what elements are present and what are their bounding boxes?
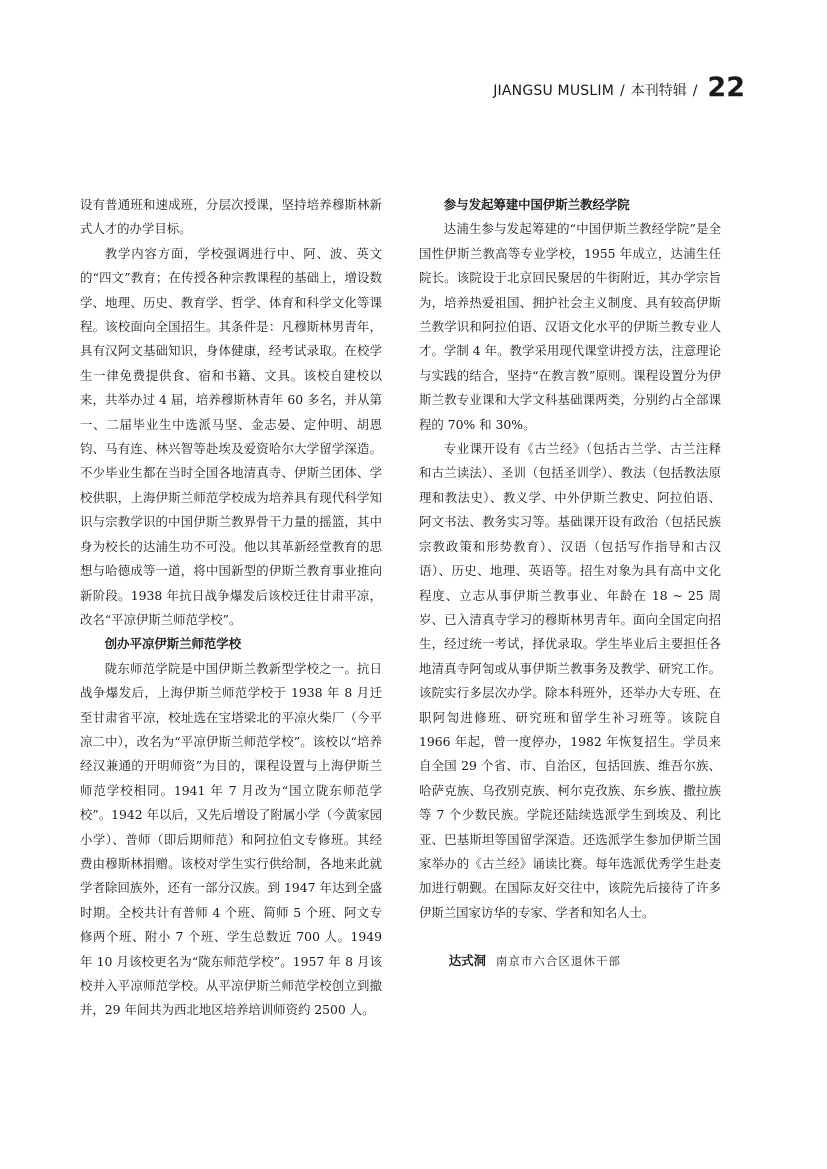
header-separator: / — [619, 83, 625, 99]
section-heading: 参与发起筹建中国伊斯兰教经学院 — [443, 197, 630, 212]
paragraph: 设有普通班和速成班，分层次授课，坚持培养穆斯林新式人才的办学目标。 — [80, 197, 382, 237]
author-name: 达式洞 — [448, 953, 486, 969]
paragraph: 专业课开设有《古兰经》（包括古兰学、古兰注释和古兰读法）、圣训（包括圣训学）、教法（包括教法原理和教法史）、教义学、中外伊斯兰教史、阿拉伯语、阿文书法、教务实习等。基础课开设有政治（包括民族宗教政策和形势教育）、汉语（包括写作指导和古汉语）、历史、地理、英语等。招生对象为具有高中文化程度、立志从事伊斯兰教事业、年龄在 18 ~ 25 周岁、已入清真寺学习的穆斯林男青年。面向全国定向招生，经过统一考试，择优录取。学生毕业后主要担任各地清真寺阿訇或从事伊斯兰教事务及教学、研究工作。该院实行多层次办学。除本科班外，还举办大专班、在职阿訇进修班、研究班和留学生补习班等。该院自 1966 年起，曾一度停办，1982 年恢复招生。学员来自全国 29 个省、市、自治区，包括回族、维吾尔族、哈萨克族、乌孜别克族、柯尔克孜族、东乡族、撒拉族等 7 个少数民族。学院还陆续选派学生到埃及、利比亚、巴基斯坦等国留学深造。还选派学生参加伊斯兰国家举办的《古兰经》诵读比赛。每年选派优秀学生赴麦加进行朝觐。在国际友好交往中，该院先后接待了许多伊斯兰国家访华的专家、学者和知名人士。 — [419, 441, 721, 920]
section-heading: 创办平凉伊斯兰师范学校 — [104, 636, 242, 652]
right-column — [419, 193, 721, 974]
header-separator: / — [692, 83, 698, 99]
paragraph: 陇东师范学院是中国伊斯兰教新型学校之一。抗日战争爆发后，上海伊斯兰师范学校于 1938 年 8 月迁至甘肃省平凉，校址选在宝塔梁北的平凉火柴厂（今平凉二中），改名为“平凉伊斯兰师范学校”。该校以“培养经汉兼通的开明师资”为目的，课程设置与上海伊斯兰师范学校相同。1941 年 7 月改为“国立陇东师范学校”。1942 年以后，又先后增设了附属小学（今黄家园小学）、普师（即后期师范）和阿拉伯文专修班。其经费由穆斯林捐赠。该校对学生实行供给制，各地来此就学者除回族外，还有一部分汉族。到 1947 年达到全盛时期。全校共计有普师 4 个班、简师 5 个班、阿文专修两个班、附小 7 个班、学生总数近 700 人。1949 年 10 月该校更名为“陇东师范学校”。1957 年 8 月该校并入平凉师范学校。从平凉伊斯兰师范学校创立到撤并，29 年间共为西北地区培养培训师资约 2500 人。 — [80, 660, 383, 1018]
page-number: 22 — [707, 72, 745, 103]
paragraph: 达浦生参与发起筹建的“中国伊斯兰教经学院”是全国性伊斯兰教高等专业学校，1955 年成立，达浦生任院长。该院设于北京回民聚居的牛街附近，其办学宗旨为，培养热爱祖国、拥护社会主义制度、具有较高伊斯兰教学识和阿拉伯语、汉语文化水平的伊斯兰教专业人才。学制 4 年。教学采用现代课堂讲授方法，注意理论与实践的结合，坚持“在教言教”原则。课程设置分为伊斯兰教专业课和大学文科基础课两类，分别约占全部课程的 70% 和 30%。 — [419, 221, 721, 432]
magazine-name: JIANGSU MUSLIM — [493, 83, 614, 99]
author-byline — [419, 949, 721, 973]
paragraph: 教学内容方面，学校强调进行中、阿、波、英文的“四文”教育；在传授各种宗教课程的基础上，增设数学、地理、历史、教育学、哲学、体育和科学文化等课程。该校面向全国招生。其条件是：凡穆斯林男青年，具有汉阿文基础知识，身体健康，经考试录取。在校学生一律免费提供食、宿和书籍、文具。该校自建校以来，共举办过 4 届，培养穆斯林青年 60 多名，并从第一、二届毕业生中选派马坚、金志晏、定仲明、胡恩钧、马有连、林兴智等赴埃及爱资哈尔大学留学深造。不少毕业生都在当时全国各地清真寺、伊斯兰团体、学校供职，上海伊斯兰师范学校成为培养具有现代科学知识与宗教学识的中国伊斯兰教界骨干力量的摇篮，其中身为校长的达浦生功不可没。他以其革新经堂教育的思想与哈德成等一道，将中国新型的伊斯兰教育事业推向新阶段。1938 年抗日战争爆发后该校迁往甘肃平凉，改名“平凉伊斯兰师范学校”。 — [80, 245, 382, 627]
running-header — [493, 74, 745, 102]
author-affiliation: 南京市六合区退休干部 — [495, 954, 621, 969]
left-column — [80, 193, 382, 1023]
section-name: 本刊特辑 — [630, 83, 687, 99]
